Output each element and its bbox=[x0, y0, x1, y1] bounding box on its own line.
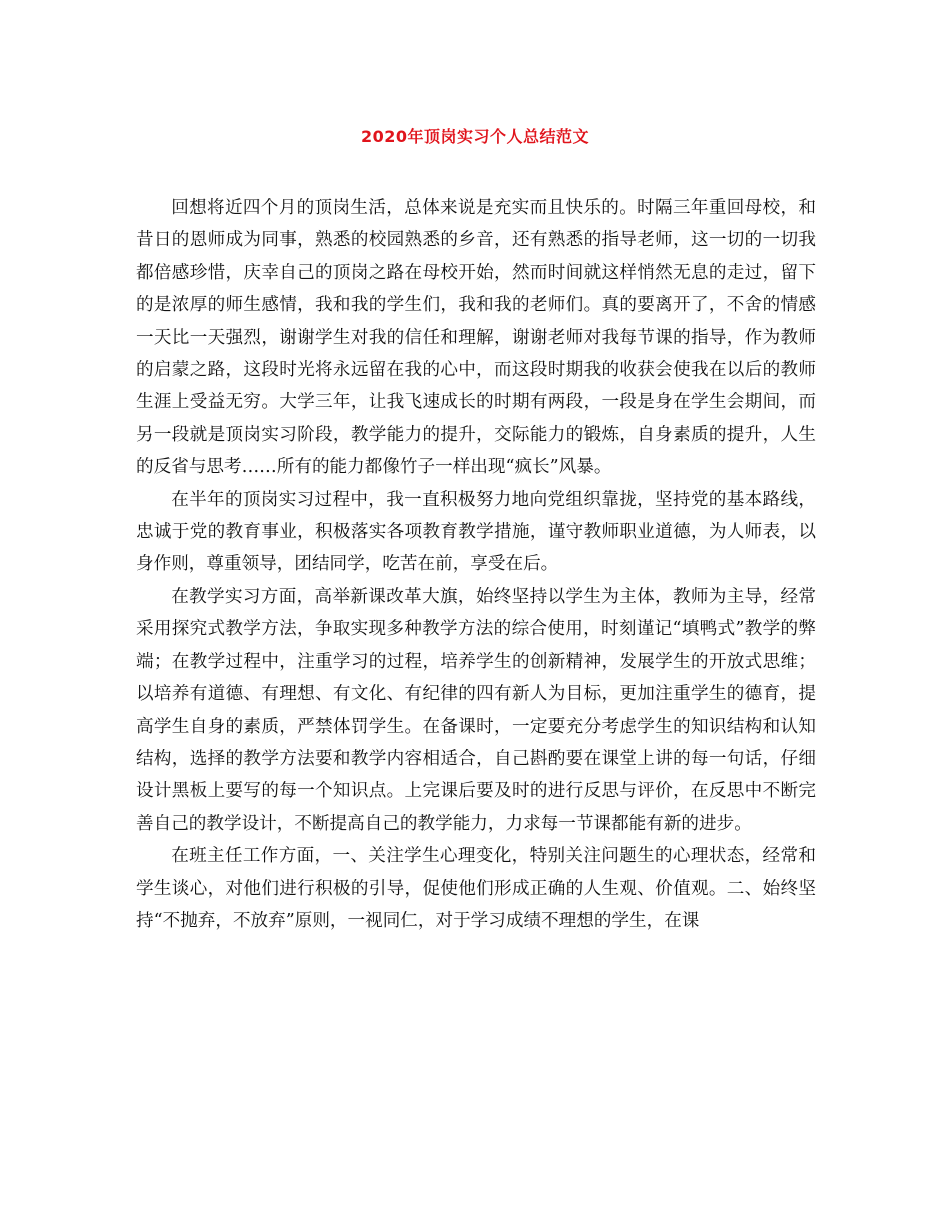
paragraph-party: 在半年的顶岗实习过程中，我一直积极努力地向党组织靠拢，坚持党的基本路线，忠诚于党的教育事业，积极落实各项教育教学措施，谨守教师职业道德，为人师表，以身作则，尊重领导，团结同学，吃苦在前，享受在后。 bbox=[136, 489, 816, 575]
document-title: 2020年顶岗实习个人总结范文 bbox=[360, 127, 590, 146]
paragraph-class-teacher: 在班主任工作方面，一、关注学生心理变化，特别关注问题生的心理状态，经常和学生谈心，对他们进行积极的引导，促使他们形成正确的人生观、价值观。二、始终坚持“不抛弃，不放弃”原则，一视同仁，对于学习成绩不理想的学生，在课 bbox=[136, 846, 816, 931]
paragraph-reflection: 回想将近四个月的顶岗生活，总体来说是充实而且快乐的。时隔三年重回母校，和昔日的恩师成为同事，熟悉的校园熟悉的乡音，还有熟悉的指导老师，这一切的一切我都倍感珍惜，庆幸自己的顶岗之路在母校开始，然而时间就这样悄然无息的走过，留下的是浓厚的师生感情，我和我的学生们，我和我的老师们。真的要离开了，不舍的情感一天比一天强烈，谢谢学生对我的信任和理解，谢谢老师对我每节课的指导，作为教师的启蒙之路，这段时光将永远留在我的心中，而这段时期我的收获会使我在以后的教师生涯上受益无穷。大学三年，让我飞速成长的时期有两段，一段是身在学生会期间，而另一段就是顶岗实习阶段，教学能力的提升，交际能力的锻炼，自身素质的提升，人生的反省与思考……所有的能力都像竹子一样出现“疯长”风暴。 bbox=[136, 198, 816, 478]
document-body bbox=[136, 192, 816, 937]
paragraph-teaching: 在教学实习方面，高举新课改革大旗，始终坚持以学生为主体，教师为主导，经常采用探究式教学方法，争取实现多种教学方法的综合使用，时刻谨记“填鸭式”教学的弊端；在教学过程中，注重学习的过程，培养学生的创新精神，发展学生的开放式思维；以培养有道德、有理想、有文化、有纪律的四有新人为目标，更加注重学生的德育，提高学生自身的素质，严禁体罚学生。在备课时，一定要充分考虑学生的知识结构和认知结构，选择的教学方法要和教学内容相适合，自己斟酌要在课堂上讲的每一句话，仔细设计黑板上要写的每一个知识点。上完课后要及时的进行反思与评价，在反思中不断完善自己的教学设计，不断提高自己的教学能力，力求每一节课都能有新的进步。 bbox=[136, 586, 816, 834]
